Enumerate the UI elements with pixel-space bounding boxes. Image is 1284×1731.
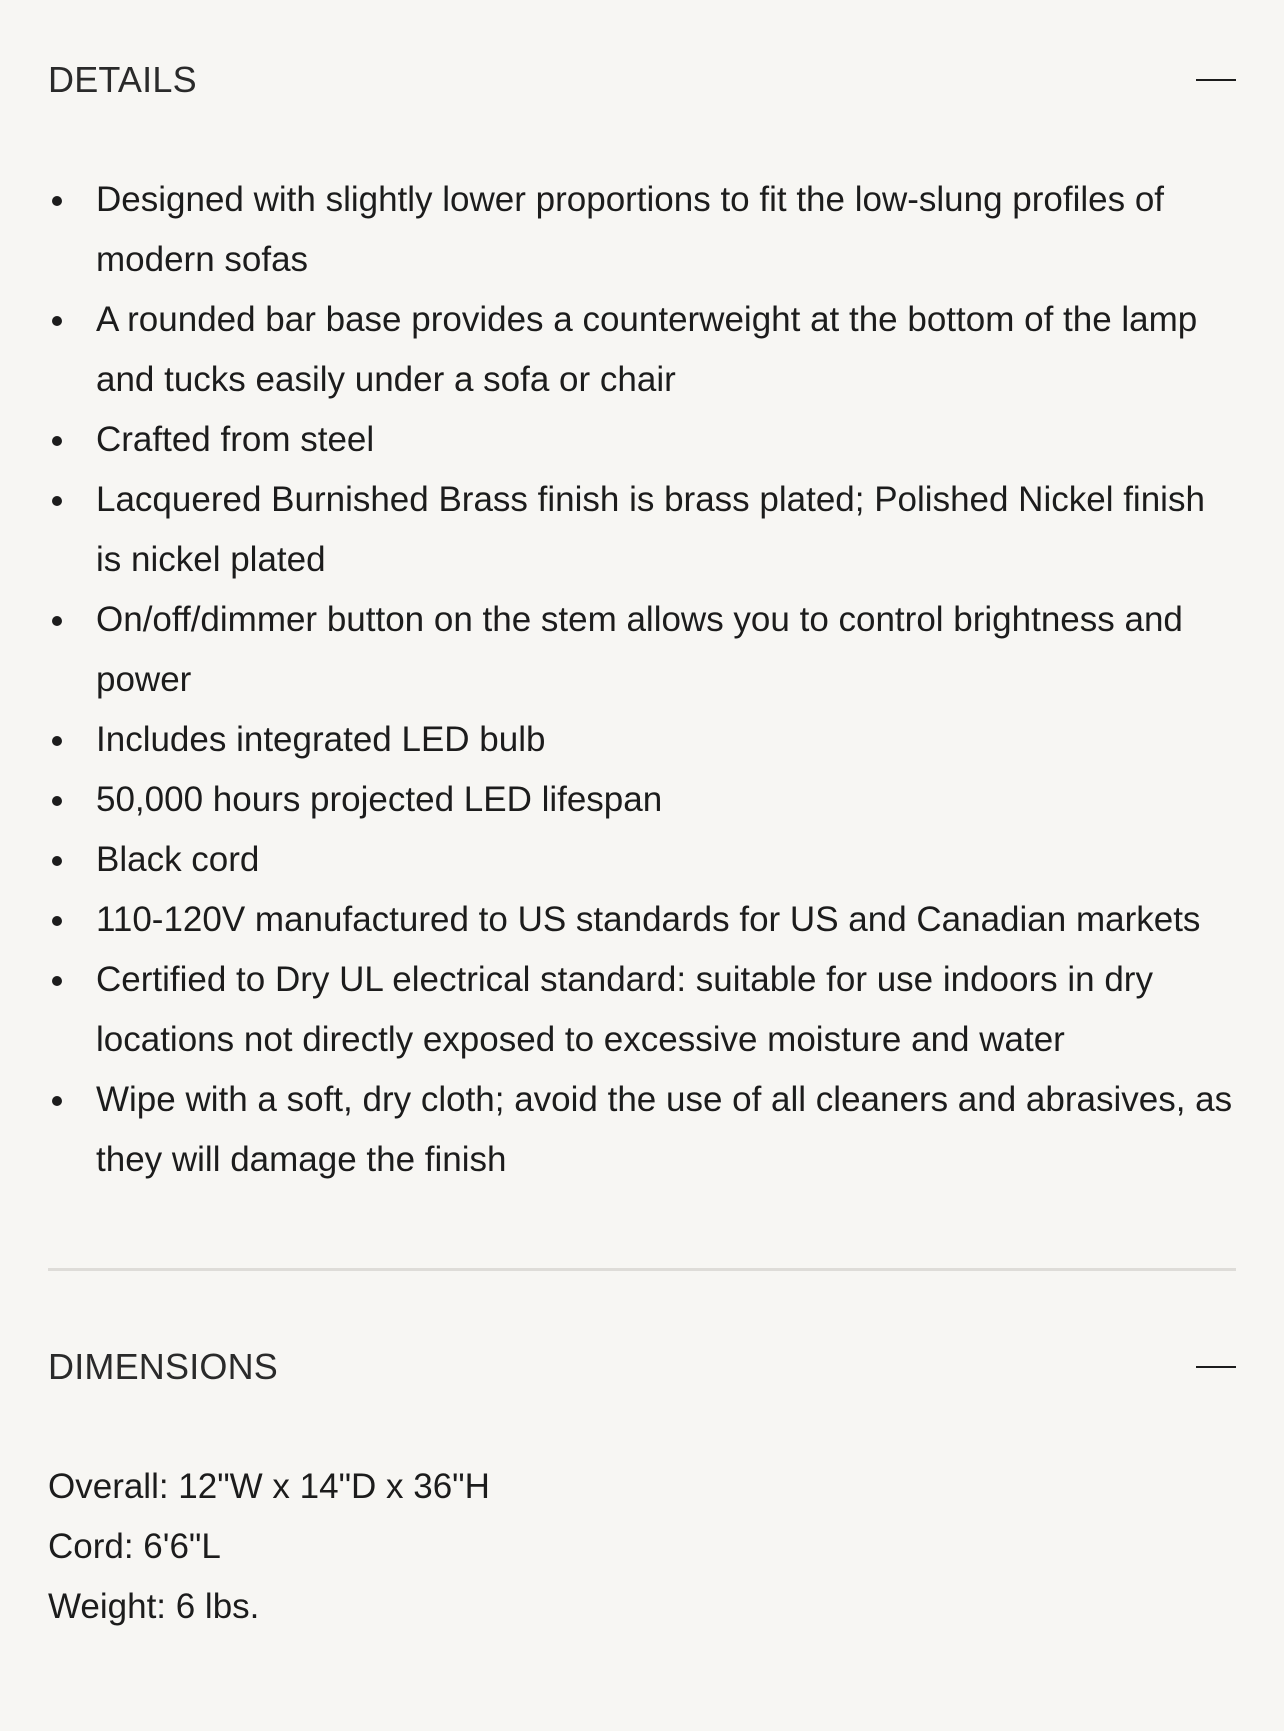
list-item: 50,000 hours projected LED lifespan <box>48 770 1236 830</box>
section-divider <box>48 1268 1236 1271</box>
dimension-overall: Overall: 12"W x 14"D x 36"H <box>48 1467 490 1506</box>
dimensions-accordion-header[interactable] <box>48 1337 1236 1397</box>
list-item: A rounded bar base provides a counterweight at the bottom of the lamp and tucks easily under a sofa or chair <box>48 290 1236 410</box>
product-info-accordion <box>48 0 1236 1637</box>
list-item: 110-120V manufactured to US standards for US and Canadian markets <box>48 890 1236 950</box>
details-list <box>48 170 1236 1190</box>
list-item: Certified to Dry UL electrical standard: suitable for use indoors in dry locations not directly exposed to excessive moisture and water <box>48 950 1236 1070</box>
list-item: Includes integrated LED bulb <box>48 710 1236 770</box>
list-item: On/off/dimmer button on the stem allows you to control brightness and power <box>48 590 1236 710</box>
dimension-weight: Weight: 6 lbs. <box>48 1587 260 1626</box>
dimension-cord: Cord: 6'6"L <box>48 1527 221 1566</box>
dimensions-content <box>48 1457 1236 1637</box>
list-item: Designed with slightly lower proportions to fit the low-slung profiles of modern sofas <box>48 170 1236 290</box>
dimensions-title: DIMENSIONS <box>48 1346 279 1387</box>
list-item: Lacquered Burnished Brass finish is brass plated; Polished Nickel finish is nickel plated <box>48 470 1236 590</box>
collapse-minus-icon[interactable] <box>1196 65 1236 95</box>
details-title: DETAILS <box>48 59 197 100</box>
list-item: Wipe with a soft, dry cloth; avoid the use of all cleaners and abrasives, as they will damage the finish <box>48 1070 1236 1190</box>
details-accordion-header[interactable] <box>48 50 1236 110</box>
list-item: Crafted from steel <box>48 410 1236 470</box>
collapse-minus-icon[interactable] <box>1196 1352 1236 1382</box>
list-item: Black cord <box>48 830 1236 890</box>
